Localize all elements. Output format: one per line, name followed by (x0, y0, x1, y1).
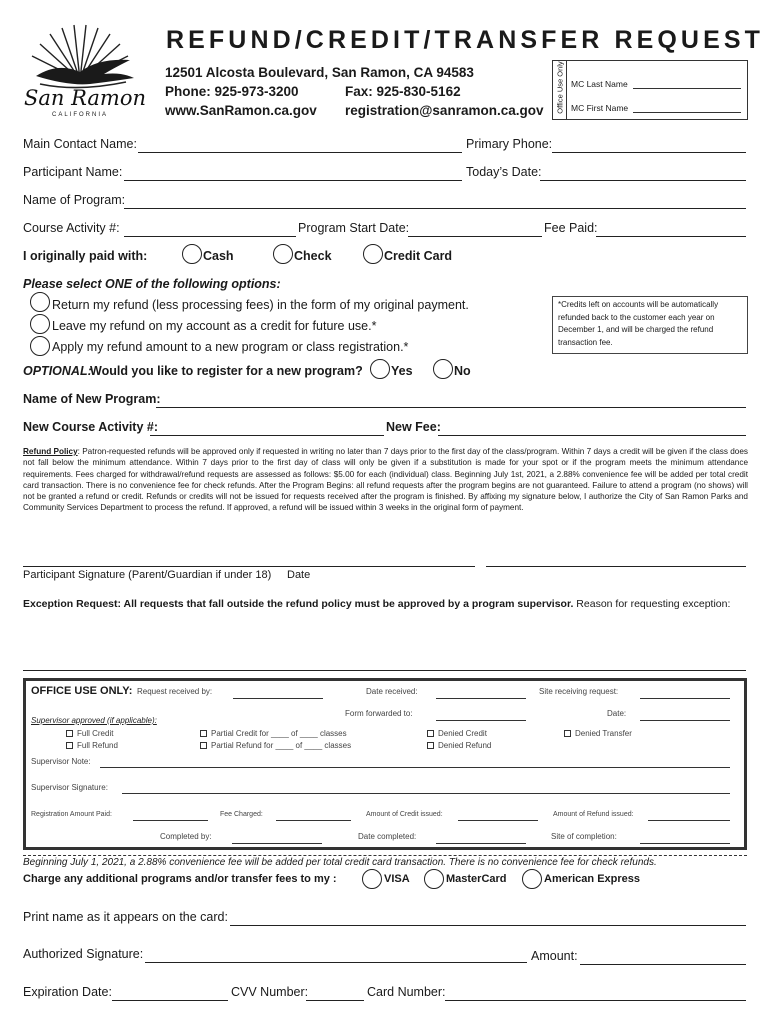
supervisor-signature-field[interactable] (122, 793, 730, 794)
payment-label: I originally paid with: (23, 249, 148, 263)
org-state: CALIFORNIA (52, 112, 109, 118)
credit-card-label: Credit Card (384, 249, 453, 263)
completed-by-label: Completed by: (160, 832, 212, 841)
cash-radio[interactable] (182, 244, 202, 264)
new-fee-field[interactable] (438, 435, 746, 436)
participant-name-label: Participant Name: (23, 165, 123, 179)
supervisor-note-field[interactable] (100, 767, 730, 768)
signature-date-label: Date (287, 569, 311, 581)
fax: Fax: 925-830-5162 (345, 84, 461, 99)
date-received-label: Date received: (366, 687, 418, 696)
primary-phone-field[interactable] (552, 152, 746, 153)
program-start-label: Program Start Date: (298, 221, 410, 235)
auth-signature-label: Authorized Signature: (23, 947, 144, 961)
option-credit-radio[interactable] (30, 314, 50, 334)
refund-policy (23, 446, 748, 514)
primary-phone-label: Primary Phone: (466, 137, 553, 151)
option-credit-label: Leave my refund on my account as a credit for future use.* (52, 319, 377, 333)
yes-radio[interactable] (370, 359, 390, 379)
expiration-label: Expiration Date: (23, 985, 112, 999)
course-activity-label: Course Activity #: (23, 221, 120, 235)
site-receiving-label: Site receiving request: (539, 687, 619, 696)
site-completion-label: Site of completion: (551, 832, 617, 841)
cash-label: Cash (203, 249, 234, 263)
cvv-field[interactable] (306, 1000, 364, 1001)
refund-policy-title: Refund Policy (23, 447, 78, 456)
amex-label: American Express (544, 873, 640, 885)
new-course-field[interactable] (150, 435, 384, 436)
visa-radio[interactable] (362, 869, 382, 889)
full-credit-option[interactable]: Full Credit (66, 729, 113, 738)
site-receiving-field[interactable] (640, 698, 730, 699)
form-forwarded-label: Form forwarded to: (345, 709, 413, 718)
reg-amount-label: Registration Amount Paid: (31, 811, 112, 818)
supervisor-signature-label: Supervisor Signature: (31, 783, 108, 792)
signature-date-field[interactable] (486, 566, 746, 567)
new-program-label: Name of New Program: (23, 392, 161, 406)
new-program-field[interactable] (156, 407, 746, 408)
partial-credit-option[interactable]: Partial Credit for ____ of ____ classes (200, 729, 347, 738)
print-name-field[interactable] (230, 925, 746, 926)
mastercard-radio[interactable] (424, 869, 444, 889)
request-received-by-label: Request received by: (137, 687, 213, 696)
selection-heading: Please select ONE of the following options: (23, 277, 281, 291)
option-apply-radio[interactable] (30, 336, 50, 356)
refund-issued-field[interactable] (648, 820, 730, 821)
completed-by-field[interactable] (232, 843, 322, 844)
auth-signature-field[interactable] (145, 962, 527, 963)
fee-paid-field[interactable] (596, 236, 746, 237)
forward-date-field[interactable] (640, 720, 730, 721)
refund-issued-label: Amount of Refund issued: (553, 811, 634, 818)
org-name: San Ramon (24, 86, 147, 110)
program-name-field[interactable] (124, 208, 746, 209)
fee-paid-label: Fee Paid: (544, 221, 598, 235)
amount-field[interactable] (580, 964, 746, 965)
program-start-field[interactable] (408, 236, 542, 237)
todays-date-field[interactable] (540, 180, 746, 181)
logo (18, 22, 148, 122)
optional-prefix: OPTIONAL: (23, 364, 92, 378)
exception-request: Exception Request: All requests that fall outside the refund policy must be approved by a program supervisor. Reason for requesting exception: (23, 598, 731, 610)
address: 12501 Alcosta Boulevard, San Ramon, CA 94583 (165, 65, 474, 80)
office-use-tag: Office Use Only (553, 61, 567, 119)
denied-credit-option[interactable]: Denied Credit (427, 729, 487, 738)
check-radio[interactable] (273, 244, 293, 264)
partial-refund-option[interactable]: Partial Refund for ____ of ____ classes (200, 741, 351, 750)
yes-label: Yes (391, 364, 413, 378)
date-completed-label: Date completed: (358, 832, 417, 841)
request-received-by-field[interactable] (233, 698, 323, 699)
form-forwarded-field[interactable] (436, 720, 526, 721)
main-contact-field[interactable] (138, 152, 462, 153)
new-fee-label: New Fee: (386, 420, 441, 434)
denied-transfer-option[interactable]: Denied Transfer (564, 729, 632, 738)
card-fee-note: Beginning July 1, 2021, a 2.88% convenience fee will be added per total credit card transaction. There is no convenience fee for check refunds. (23, 857, 657, 868)
main-contact-label: Main Contact Name: (23, 137, 137, 151)
cvv-label: CVV Number: (231, 985, 309, 999)
card-number-field[interactable] (445, 1000, 746, 1001)
course-activity-field[interactable] (124, 236, 296, 237)
amount-label: Amount: (531, 949, 578, 963)
website: www.SanRamon.ca.gov (165, 103, 317, 118)
phone: Phone: 925-973-3200 (165, 84, 299, 99)
date-completed-field[interactable] (436, 843, 526, 844)
credit-issued-label: Amount of Credit issued: (366, 811, 443, 818)
check-label: Check (294, 249, 332, 263)
exception-reason-field[interactable] (23, 670, 746, 671)
supervisor-note-label: Supervisor Note: (31, 757, 91, 766)
office-use-box (552, 60, 748, 120)
expiration-field[interactable] (112, 1000, 228, 1001)
no-radio[interactable] (433, 359, 453, 379)
optional-question: Would you like to register for a new program? (90, 364, 363, 378)
office-use-heading: OFFICE USE ONLY: (31, 685, 133, 697)
fee-charged-label: Fee Charged: (220, 811, 263, 818)
option-return-radio[interactable] (30, 292, 50, 312)
visa-label: VISA (384, 873, 410, 885)
charge-label: Charge any additional programs and/or transfer fees to my : (23, 873, 337, 885)
option-return-label: Return my refund (less processing fees) in the form of my original payment. (52, 298, 469, 312)
date-received-field[interactable] (436, 698, 526, 699)
participant-signature-field[interactable] (23, 566, 475, 567)
amex-radio[interactable] (522, 869, 542, 889)
no-label: No (454, 364, 471, 378)
credit-card-radio[interactable] (363, 244, 383, 264)
participant-name-field[interactable] (124, 180, 462, 181)
mc-last-name: MC Last Name (571, 79, 628, 89)
signature-label: Participant Signature (Parent/Guardian if under 18) (23, 569, 272, 581)
option-apply-label: Apply my refund amount to a new program or class registration.* (52, 340, 409, 354)
new-course-label: New Course Activity #: (23, 420, 158, 434)
dashed-divider (23, 855, 747, 856)
reg-amount-field[interactable] (133, 820, 208, 821)
denied-refund-option[interactable]: Denied Refund (427, 741, 491, 750)
forward-date-label: Date: (607, 709, 627, 718)
fee-charged-field[interactable] (276, 820, 351, 821)
supervisor-approved-label: Supervisor approved (if applicable): (31, 716, 157, 725)
program-name-label: Name of Program: (23, 193, 126, 207)
site-completion-field[interactable] (640, 843, 730, 844)
credit-issued-field[interactable] (458, 820, 538, 821)
card-number-label: Card Number: (367, 985, 446, 999)
todays-date-label: Today’s Date: (466, 165, 542, 179)
credits-note: *Credits left on accounts will be automatically refunded back to the customer each year on December 1, and will be charged the refund transaction fee. (552, 296, 748, 354)
print-name-label: Print name as it appears on the card: (23, 910, 228, 924)
mc-first-name: MC First Name (571, 103, 629, 113)
mastercard-label: MasterCard (446, 873, 507, 885)
full-refund-option[interactable]: Full Refund (66, 741, 118, 750)
form-title: REFUND/CREDIT/TRANSFER REQUEST (166, 26, 765, 54)
email: registration@sanramon.ca.gov (345, 103, 544, 118)
office-use-section (23, 678, 747, 850)
refund-policy-text: : Patron-requested refunds will be approved only if requested in writing no later than 7 days prior to the first day of the class/program. Within 7 days a credit will be given if the class does not fall below the minimum attendance. Within 7 days prior to the first day of class will only be given if a substitution is made for your spot or if the program meets the minimum attendance requirements. Fees charged for withdrawal/refund requests are assessed as follows: $5.00 for each (individual) class. Beginning July 1st, 2021, a 2.88% convenience fee will be added per total credit card transaction. There is no convenience fee for check refunds. After the Program Begins: all refund requests after the program begins are not guaranteed. Failure to attend a program (no shows) will not be granted a refund or credit. Refunds or credits will not be issued for requests received after the program is finished. By affixing my signature below, I authorize the City of San Ramon Parks and Community Services Department to process the refund. If approved, a refund will be issued within 3 weeks in the original form of payment. (23, 447, 748, 513)
